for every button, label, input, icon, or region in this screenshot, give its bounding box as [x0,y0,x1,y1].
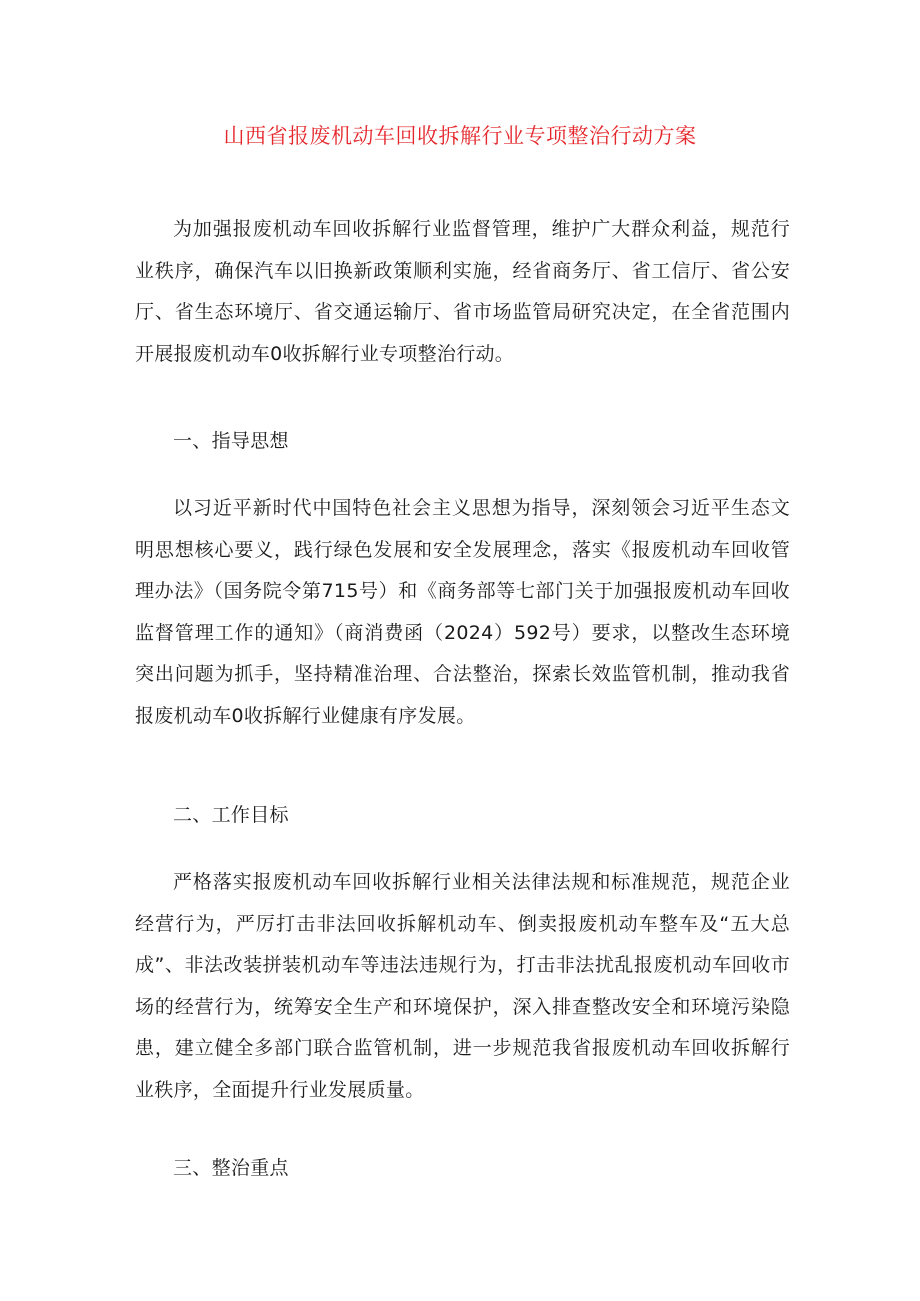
document-title: 山西省报废机动车回收拆解行业专项整治行动方案 [223,124,697,148]
section-body-guiding-ideology: 以习近平新时代中国特色社会主义思想为指导，深刻领会习近平生态文明思想核心要义，践行绿色发展和安全发展理念，落实《报废机动车回收管理办法》（国务院令第715号）和《商务部等七部门关于加强报废机动车回收监督管理工作的通知》（商消费函（2024）592号）要求，以整改生态环境突出问题为抓手，坚持精准治理、合法整治，探索长效监管机制，推动我省报废机动车0收拆解行业健康有序发展。 [135,497,790,727]
section-heading-rectification-focus: 三、整治重点 [173,1157,289,1179]
section-body-work-goals: 严格落实报废机动车回收拆解行业相关法律法规和标准规范，规范企业经营行为，严厉打击非法回收拆解机动车、倒卖报废机动车整车及“五大总成”、非法改装拼装机动车等违法违规行为，打击非法扰乱报废机动车回收市场的经营行为，统筹安全生产和环境保护，深入排查整改安全和环境污染隐患，建立健全多部门联合监管机制，进一步规范我省报废机动车回收拆解行业秩序，全面提升行业发展质量。 [135,871,790,1101]
section-heading-work-goals: 二、工作目标 [173,804,289,826]
intro-paragraph: 为加强报废机动车回收拆解行业监督管理，维护广大群众利益，规范行业秩序，确保汽车以旧换新政策顺利实施，经省商务厅、省工信厅、省公安厅、省生态环境厅、省交通运输厅、省市场监管局研究决定，在全省范围内开展报废机动车0收拆解行业专项整治行动。 [135,218,790,365]
section-heading-guiding-ideology: 一、指导思想 [173,430,289,452]
